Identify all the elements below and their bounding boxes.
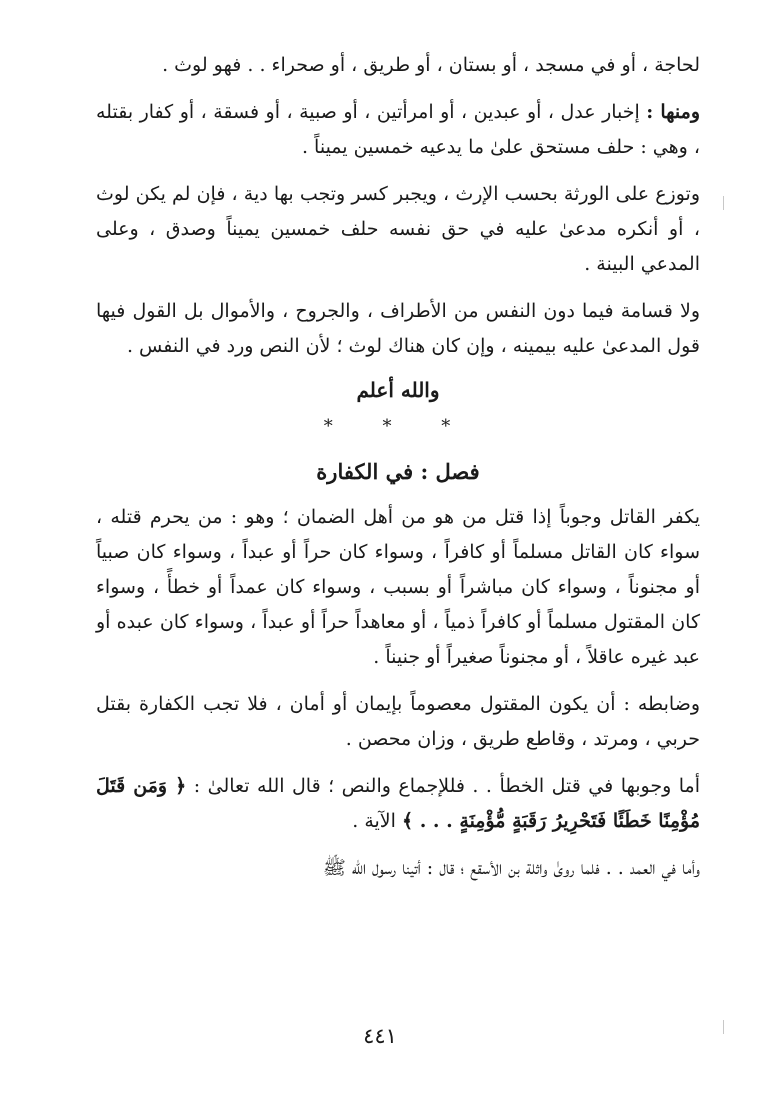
page-edge-mark	[723, 1020, 724, 1034]
paragraph-4: ولا قسامة فيما دون النفس من الأطراف ، والجروح ، والأموال بل القول فيها قول المدعىٰ عليه بيمينه ، وإن كان هناك لوث ؛ لأن النص ورد في النفس .	[96, 300, 700, 357]
paragraph-2-body: إخبار عدل ، أو عبدين ، أو امرأتين ، أو صبية ، أو فسقة ، أو كفار بقتله ، وهي : حلف مستحق علىٰ ما يدعيه خمسين يميناً .	[96, 101, 700, 158]
paragraph-7-end: الآية .	[352, 810, 402, 832]
page-edge-mark	[723, 196, 724, 210]
page-body	[96, 48, 700, 898]
closing-phrase: والله أعلم	[356, 378, 440, 402]
paragraph-1: لحاجة ، أو في مسجد ، أو بستان ، أو طريق ، أو صحراء . . فهو لوث .	[162, 54, 700, 76]
section-title: فصل : في الكفارة	[316, 459, 480, 484]
quran-verse: ﴿ وَمَن قَتَلَ مُؤْمِنًا خَطَئًا فَتَحْرِيرُ رَقَبَةٍ مُّؤْمِنَةٍ . . . ﴾	[96, 775, 700, 832]
paragraph-2-lead: ومنها :	[646, 101, 701, 123]
paragraph-6: وضابطه : أن يكون المقتول معصوماً بإيمان أو أمان ، فلا تجب الكفارة بقتل حربي ، ومرتد ، وقاطع طريق ، وزان محصن .	[96, 693, 700, 750]
paragraph-7-start: أما وجوبها في قتل الخطأ . . فللإجماع والنص ؛ قال الله تعالىٰ :	[186, 775, 700, 797]
paragraph-7	[96, 769, 700, 839]
paragraph-3: وتوزع على الورثة بحسب الإرث ، ويجبر كسر وتجب بها دية ، فإن لم يكن لوث ، أو أنكره مدعىٰ عليه في حق نفسه حلف خمسين يميناً وصدق ، وعلى المدعي البينة .	[96, 183, 700, 275]
page-number: ٤٤١	[363, 1024, 397, 1048]
paragraph-8: وأما في العمد . . فلما روىٰ واثلة بن الأسقع ؛ قال : أتينا رسول الله ﷺ	[322, 857, 700, 879]
section-divider: * * *	[323, 416, 473, 437]
paragraph-5: يكفر القاتل وجوباً إذا قتل من هو من أهل الضمان ؛ وهو : من يحرم قتله ، سواء كان القاتل مسلماً أو كافراً ، وسواء كان حراً أو عبداً ، وسواء كان صبياً أو مجنوناً ، وسواء كان مباشراً أو بسبب ، وسواء كان عمداً أو خطأً ، وسواء كان المقتول مسلماً أو كافراً ذمياً ، أو معاهداً حراً أو عبداً ، وسواء كان عبده أو عبد غيره عاقلاً ، أو مجنوناً صغيراً أو جنيناً .	[96, 506, 700, 668]
paragraph-2	[96, 95, 700, 165]
